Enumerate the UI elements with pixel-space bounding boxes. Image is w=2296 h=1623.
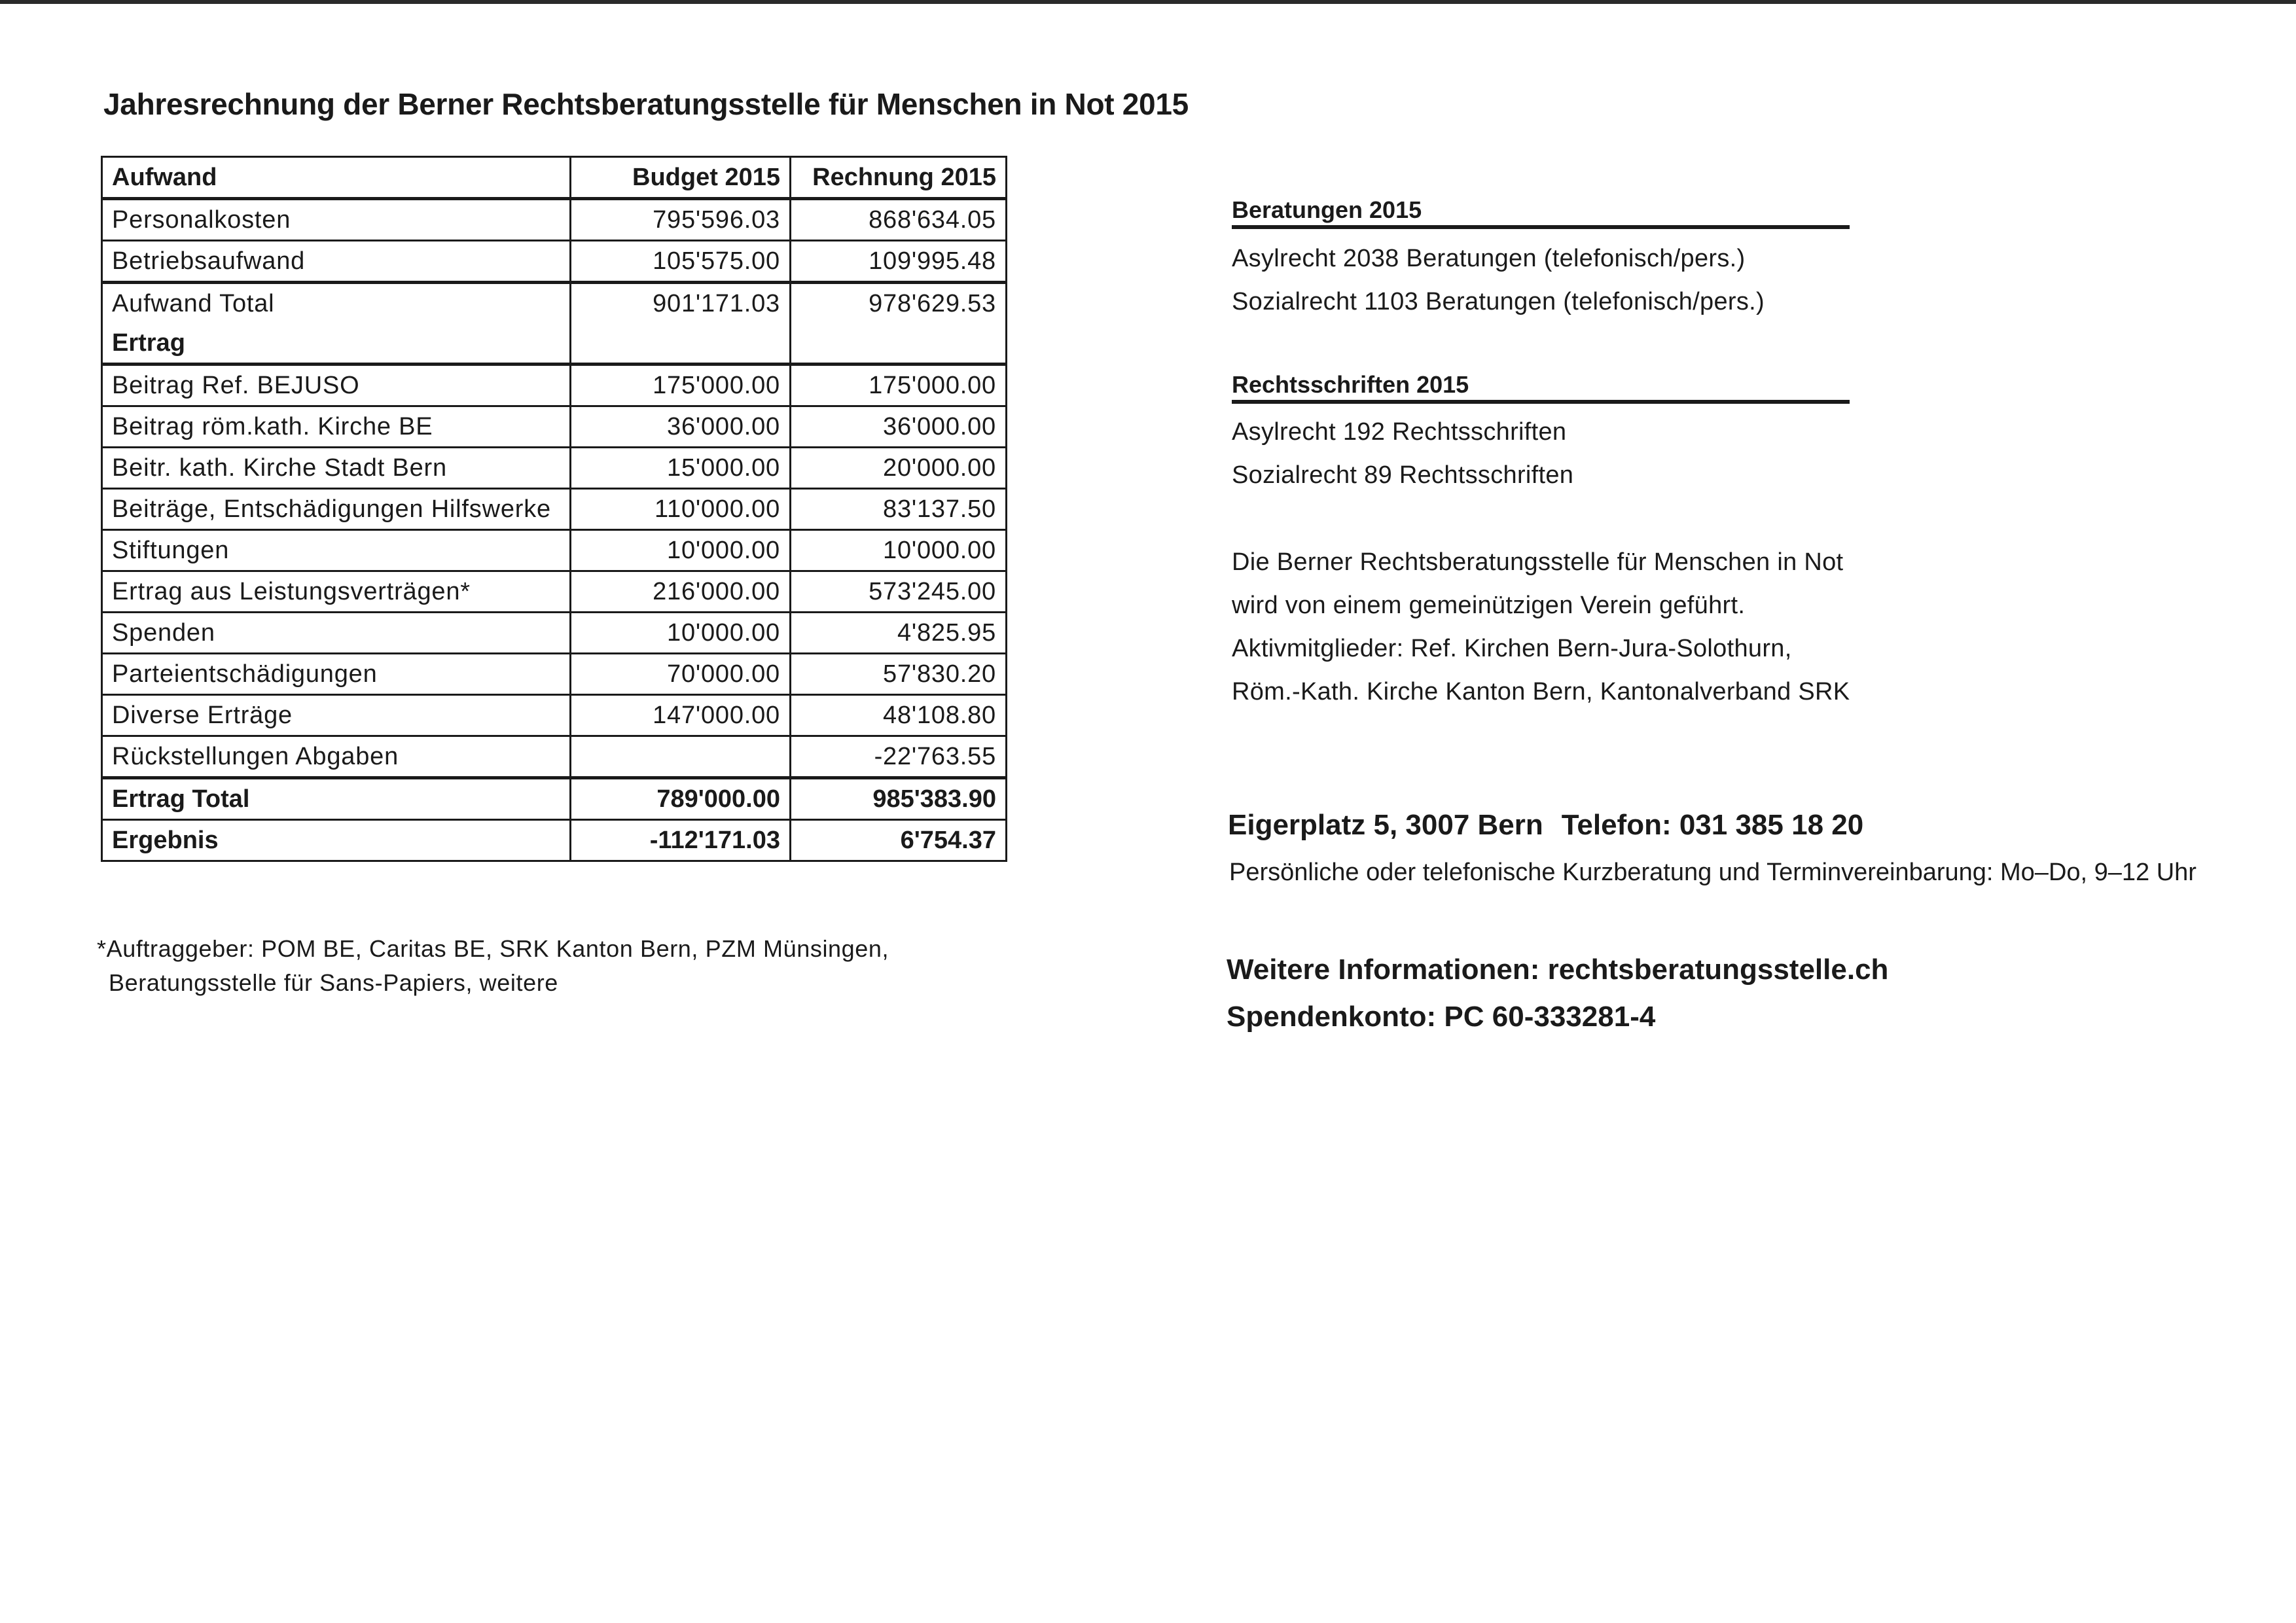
row-rechnung: 83'137.50 <box>791 489 1007 530</box>
row-label: Beitr. kath. Kirche Stadt Bern <box>102 448 571 489</box>
row-label: Beitrag röm.kath. Kirche BE <box>102 406 571 448</box>
row-budget: 110'000.00 <box>571 489 791 530</box>
table-row <box>102 448 1007 489</box>
table-row <box>102 613 1007 654</box>
row-label: Diverse Erträge <box>102 695 571 736</box>
row-label: Spenden <box>102 613 571 654</box>
row-rechnung: 109'995.48 <box>791 241 1007 283</box>
row-budget: 795'596.03 <box>571 199 791 241</box>
table-row <box>102 199 1007 241</box>
row-label: Beitrag Ref. BEJUSO <box>102 365 571 406</box>
aufwand-total-label: Aufwand Total <box>102 283 571 324</box>
row-label: Beiträge, Entschädigungen Hilfswerke <box>102 489 571 530</box>
footnote <box>97 932 889 1000</box>
rechtsschriften-line: Sozialrecht 89 Rechtsschriften <box>1232 461 1574 489</box>
footnote-line: Beratungsstelle für Sans-Papiers, weitere <box>109 969 558 996</box>
office-hours: Persönliche oder telefonische Kurzberatung und Terminvereinbarung: Mo–Do, 9–12 Uhr <box>1229 859 2197 886</box>
more-info <box>1227 946 1888 1041</box>
row-rechnung: 48'108.80 <box>791 695 1007 736</box>
row-budget: 216'000.00 <box>571 571 791 613</box>
beratungen-list <box>1232 237 1765 323</box>
row-rechnung: -22'763.55 <box>791 736 1007 778</box>
table-header-row <box>102 157 1007 199</box>
row-label: Stiftungen <box>102 530 571 571</box>
row-rechnung: 10'000.00 <box>791 530 1007 571</box>
header-aufwand: Aufwand <box>102 157 571 199</box>
footnote-line: *Auftraggeber: POM BE, Caritas BE, SRK Kanton Bern, PZM Münsingen, <box>97 935 889 962</box>
table-row <box>102 365 1007 406</box>
row-rechnung: 175'000.00 <box>791 365 1007 406</box>
rechtsschriften-list <box>1232 410 1573 497</box>
row-rechnung: 57'830.20 <box>791 654 1007 695</box>
row-budget: 15'000.00 <box>571 448 791 489</box>
ergebnis-row <box>102 820 1007 861</box>
verein-line: Die Berner Rechtsberatungsstelle für Menschen in Not <box>1232 548 1844 576</box>
ertrag-total-rechnung: 985'383.90 <box>791 778 1007 820</box>
beratungen-line: Asylrecht 2038 Beratungen (telefonisch/pers.) <box>1232 245 1746 272</box>
ergebnis-budget: -112'171.03 <box>571 820 791 861</box>
table-row <box>102 695 1007 736</box>
row-label: Rückstellungen Abgaben <box>102 736 571 778</box>
ertrag-total-row <box>102 778 1007 820</box>
row-label: Ertrag aus Leistungsverträgen* <box>102 571 571 613</box>
verein-line: Aktivmitglieder: Ref. Kirchen Bern-Jura-Solothurn, <box>1232 635 1792 662</box>
row-budget <box>571 736 791 778</box>
ertrag-heading: Ertrag <box>102 323 571 365</box>
rechtsschriften-line: Asylrecht 192 Rechtsschriften <box>1232 418 1567 446</box>
row-label: Parteientschädigungen <box>102 654 571 695</box>
ergebnis-rechnung: 6'754.37 <box>791 820 1007 861</box>
empty-cell <box>571 323 791 365</box>
row-budget: 147'000.00 <box>571 695 791 736</box>
verein-description <box>1232 541 1850 713</box>
row-rechnung: 20'000.00 <box>791 448 1007 489</box>
ertrag-total-label: Ertrag Total <box>102 778 571 820</box>
row-rechnung: 4'825.95 <box>791 613 1007 654</box>
verein-line: wird von einem gemeinützigen Verein geführt. <box>1232 592 1746 619</box>
beratungen-heading: Beratungen 2015 <box>1232 196 1850 229</box>
row-budget: 105'575.00 <box>571 241 791 283</box>
row-label: Betriebsaufwand <box>102 241 571 283</box>
aufwand-total-budget: 901'171.03 <box>571 283 791 324</box>
header-rechnung: Rechnung 2015 <box>791 157 1007 199</box>
table-row <box>102 406 1007 448</box>
top-border-line <box>0 0 2296 4</box>
row-rechnung: 868'634.05 <box>791 199 1007 241</box>
table-row <box>102 654 1007 695</box>
row-budget: 10'000.00 <box>571 613 791 654</box>
rechtsschriften-heading: Rechtsschriften 2015 <box>1232 371 1850 404</box>
page-title: Jahresrechnung der Berner Rechtsberatungsstelle für Menschen in Not 2015 <box>103 87 1189 121</box>
table-row <box>102 736 1007 778</box>
donation-account: Spendenkonto: PC 60-333281-4 <box>1227 1001 1656 1033</box>
address: Eigerplatz 5, 3007 Bern <box>1228 809 1543 841</box>
table-row <box>102 241 1007 283</box>
row-rechnung: 573'245.00 <box>791 571 1007 613</box>
annual-accounts-table <box>101 156 1007 862</box>
table-row <box>102 530 1007 571</box>
header-budget: Budget 2015 <box>571 157 791 199</box>
table-row <box>102 489 1007 530</box>
aufwand-total-rechnung: 978'629.53 <box>791 283 1007 324</box>
beratungen-line: Sozialrecht 1103 Beratungen (telefonisch/pers.) <box>1232 288 1765 315</box>
verein-line: Röm.-Kath. Kirche Kanton Bern, Kantonalverband SRK <box>1232 678 1850 705</box>
empty-cell <box>791 323 1007 365</box>
ergebnis-label: Ergebnis <box>102 820 571 861</box>
phone-number: Telefon: 031 385 18 20 <box>1561 809 1864 841</box>
ertrag-total-budget: 789'000.00 <box>571 778 791 820</box>
row-budget: 36'000.00 <box>571 406 791 448</box>
row-budget: 10'000.00 <box>571 530 791 571</box>
contact-line <box>1228 809 1863 842</box>
aufwand-total-row <box>102 283 1007 324</box>
table-row <box>102 571 1007 613</box>
row-label: Personalkosten <box>102 199 571 241</box>
website-line: Weitere Informationen: rechtsberatungsstelle.ch <box>1227 954 1889 986</box>
row-budget: 70'000.00 <box>571 654 791 695</box>
row-budget: 175'000.00 <box>571 365 791 406</box>
ertrag-heading-row <box>102 323 1007 365</box>
row-rechnung: 36'000.00 <box>791 406 1007 448</box>
